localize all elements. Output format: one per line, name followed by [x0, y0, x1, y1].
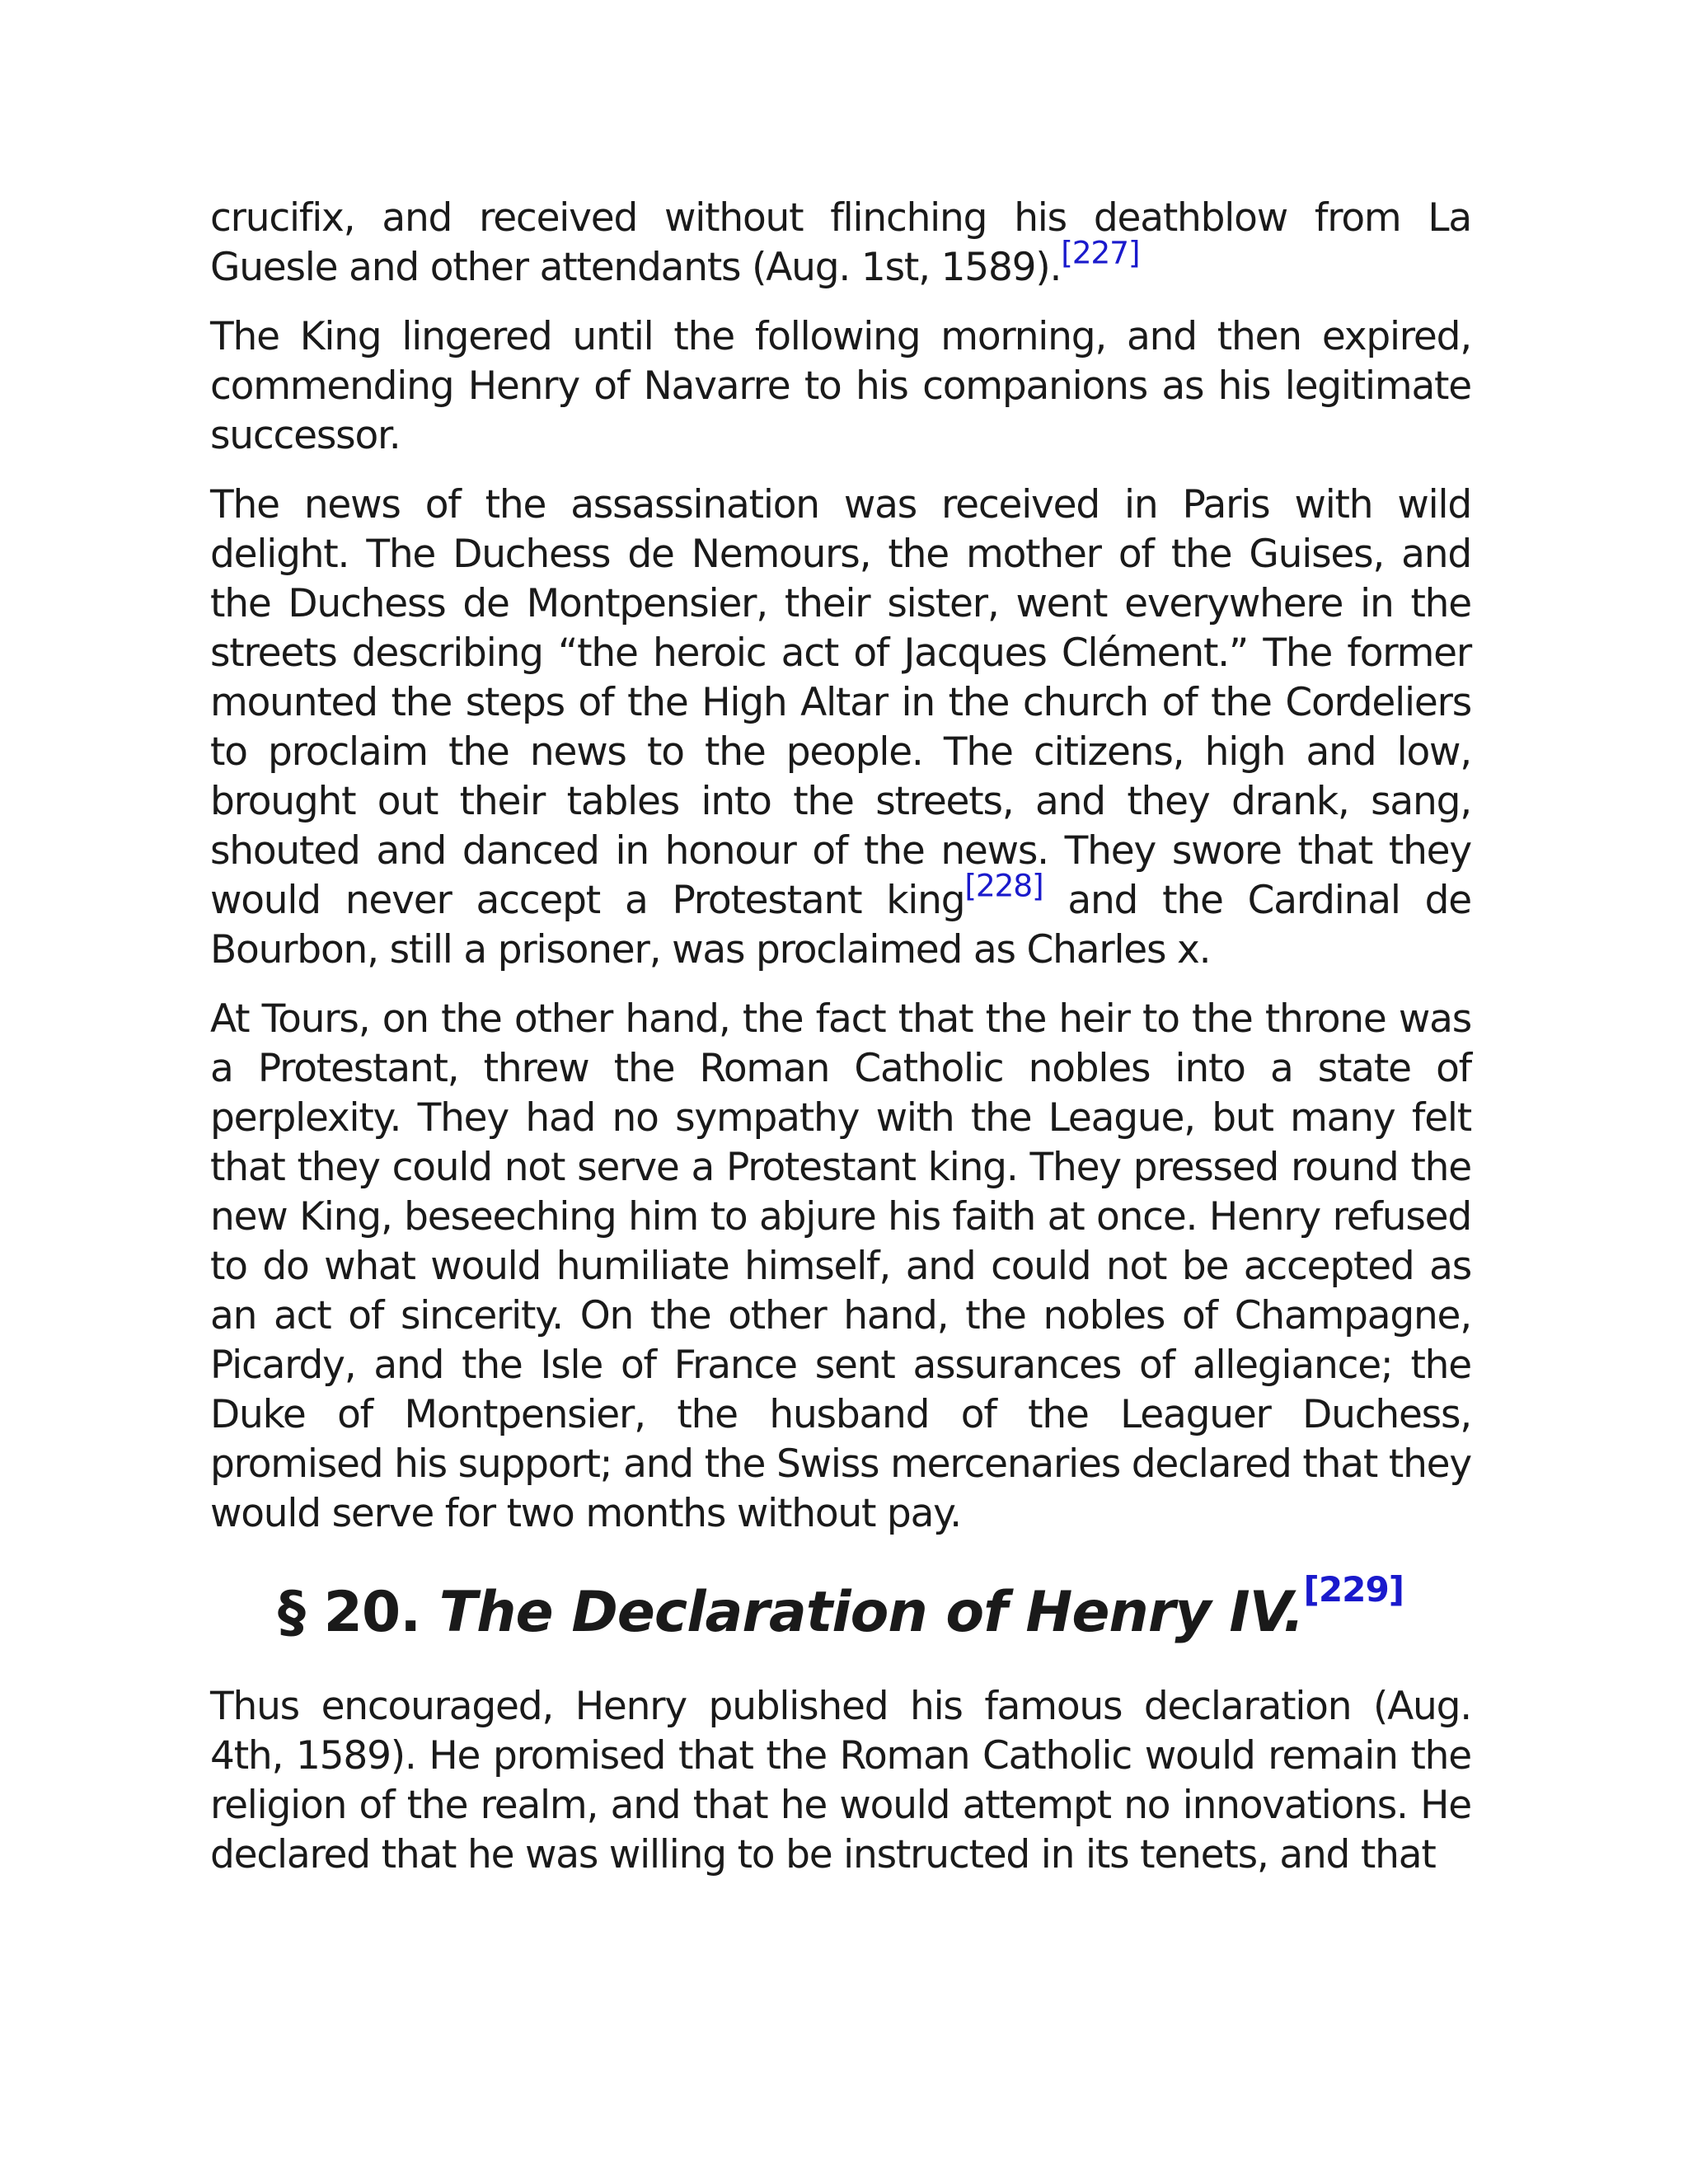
paragraph-1-text: crucifix, and received without flinching his deathblow from La Guesle and other attendants (Aug. 1st, 1589). — [210, 195, 1471, 290]
section-title: The Declaration of Henry IV. — [438, 1580, 1304, 1645]
paragraph-2 — [210, 312, 1471, 461]
paragraph-2-text: The King lingered until the following morning, and then expired, commending Henry of Navarre to his companions as his legitimate successor. — [210, 314, 1471, 458]
section-heading — [210, 1569, 1471, 1646]
paragraph-3-text: The news of the assassination was received in Paris with wild delight. The Duchess de Nemours, the mother of the Guises, and the Duchess de Montpensier, their sister, went everywhere in the streets describing “the heroic act of Jacques Clément.” The former mounted the steps of the High Altar in the church of the Cordeliers to proclaim the news to the people. The citizens, high and low, brought out their tables into the streets, and they drank, sang, shouted and danced in honour of the news. They swore that they would never accept a Protestant king — [210, 482, 1471, 923]
paragraph-4 — [210, 995, 1471, 1539]
paragraph-3 — [210, 480, 1471, 975]
paragraph-3-text-after: and the Cardinal de Bourbon, still a prisoner, was proclaimed as Charles x. — [210, 878, 1471, 972]
footnote-link-229[interactable]: [229] — [1303, 1569, 1404, 1610]
paragraph-5 — [210, 1682, 1471, 1880]
paragraph-5-text: Thus encouraged, Henry published his famous declaration (Aug. 4th, 1589). He promised that the Roman Catholic would remain the religion of the realm, and that he would attempt no innovations. He declared that he was willing to be instructed in its tenets, and that — [210, 1684, 1471, 1877]
document-page — [210, 194, 1471, 1900]
paragraph-1 — [210, 194, 1471, 293]
paragraph-4-text: At Tours, on the other hand, the fact that the heir to the throne was a Protestant, threw the Roman Catholic nobles into a state of perplexity. They had no sympathy with the League, but many felt that they could not serve a Protestant king. They pressed round the new King, beseeching him to abjure his faith at once. Henry refused to do what would humiliate himself, and could not be accepted as an act of sincerity. On the other hand, the nobles of Champagne, Picardy, and the Isle of France sent assurances of allegiance; the Duke of Montpensier, the husband of the Leaguer Duchess, promised his support; and the Swiss mercenaries declared that they would serve for two months without pay. — [210, 996, 1471, 1536]
footnote-link-227[interactable]: [227] — [1061, 234, 1140, 271]
footnote-link-228[interactable]: [228] — [964, 867, 1043, 904]
section-number: § 20. — [277, 1580, 421, 1645]
